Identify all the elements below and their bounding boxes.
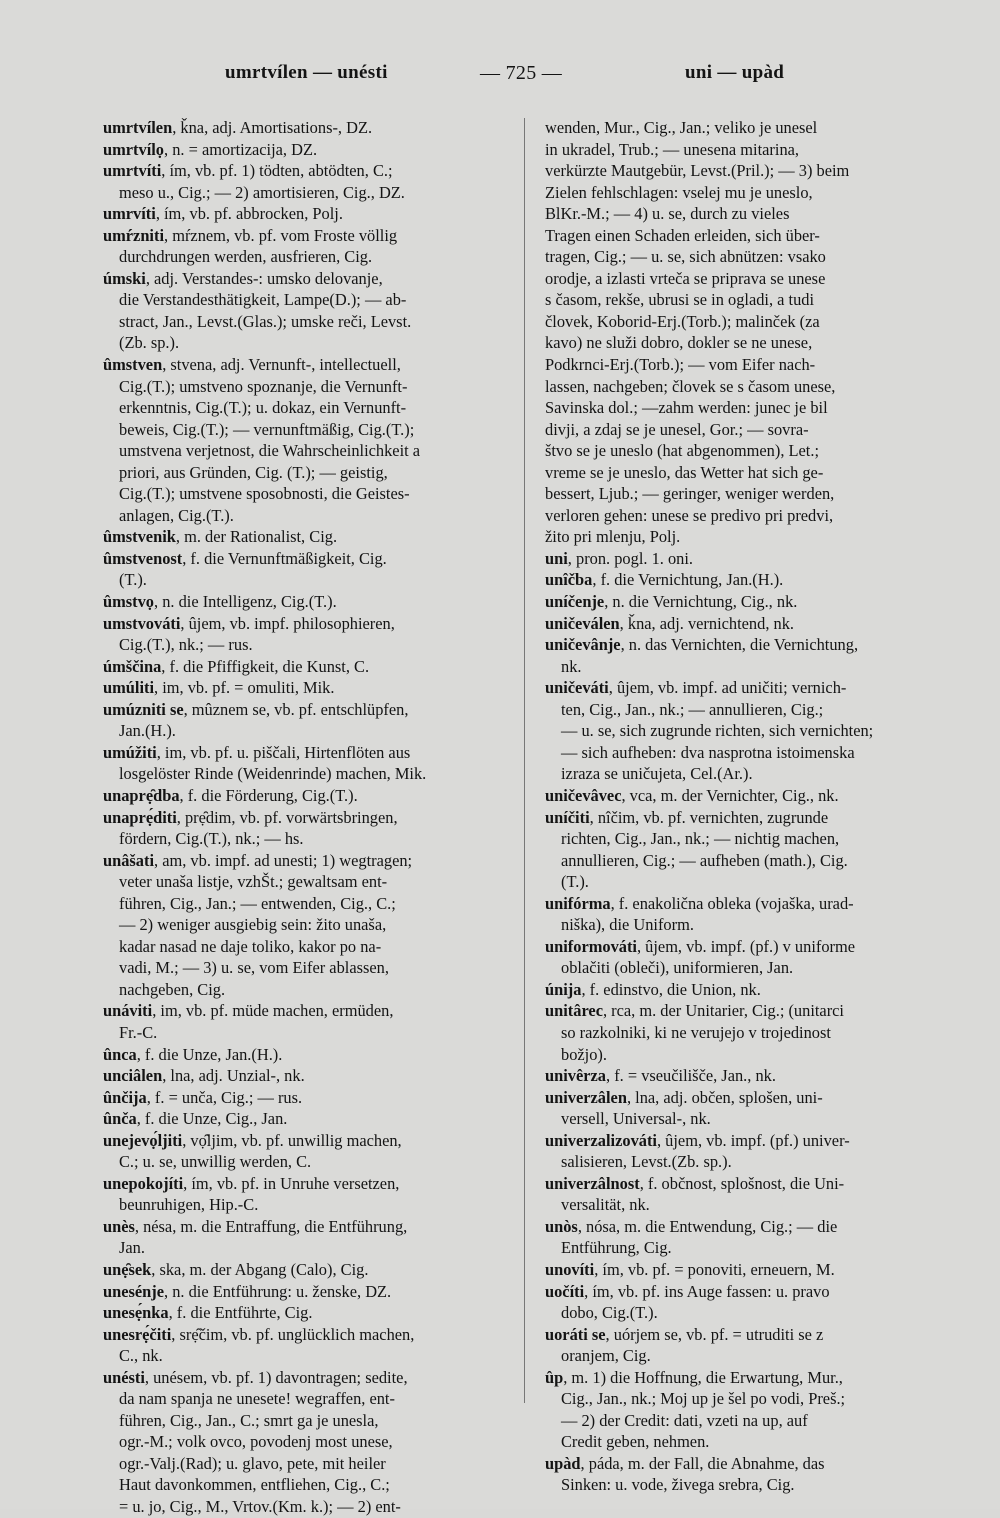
dictionary-entry	[103, 139, 503, 161]
entry-headword: ûp	[545, 1367, 564, 1387]
entry-line: BlKr.-M.; — 4) u. se, durch zu vieles	[545, 204, 790, 224]
entry-line: izraza se uničujeta, Cel.(Ar.).	[561, 764, 753, 784]
entry-line: annullieren, Cig.; — aufheben (math.), Cig.	[561, 850, 848, 870]
dictionary-entry	[103, 850, 503, 1001]
entry-line: božjo).	[561, 1044, 607, 1064]
entry-line: (T.).	[119, 570, 147, 590]
entry-headword: unesénje	[103, 1281, 165, 1301]
entry-line: univerzâlen, lna, adj. občen, splošen, uni-	[545, 1087, 823, 1107]
entry-line: žito pri mlenju, Polj.	[545, 527, 681, 547]
entry-headword: umrtvíti	[103, 161, 162, 181]
entry-line: verloren gehen: unese se predivo pri predvi,	[545, 505, 834, 525]
entry-line: — u. se, sich zugrunde richten, sich vernichten;	[561, 721, 874, 741]
dictionary-entry	[103, 1259, 503, 1281]
page-number: — 725 —	[480, 62, 563, 84]
entry-line: unesẹ́nka, f. die Entführte, Cig.	[103, 1303, 313, 1323]
entry-line: Jan.	[119, 1238, 145, 1258]
entry-headword: unesẹ́nka	[103, 1303, 169, 1323]
entry-line: unciâlen, lna, adj. Unzial-, nk.	[103, 1066, 305, 1086]
entry-line: in ukradel, Trub.; — unesena mitarina,	[545, 139, 800, 159]
entry-line: bessert, Ljub.; — geringer, weniger werden,	[545, 484, 835, 504]
dictionary-entry	[103, 1087, 503, 1109]
entry-line: unifórma, f. enakolična obleka (vojaška, urad-	[545, 893, 854, 913]
entry-line: Cig.(T.); umstveno spoznanje, die Vernunft-	[119, 376, 408, 396]
entry-line: ogr.-M.; volk ovco, povodenj most unese,	[119, 1432, 393, 1452]
entry-line: unîčba, f. die Vernichtung, Jan.(H.).	[545, 570, 784, 590]
entry-line: nk.	[561, 656, 582, 676]
entry-headword: unaprẹ̑dba	[103, 785, 180, 805]
entry-headword: umúzniti se	[103, 699, 184, 719]
entry-line: vadi, M.; — 3) u. se, vom Eifer ablassen,	[119, 958, 389, 978]
entry-line: beweis, Cig.(T.); — vernunftmäßig, Cig.(T.);	[119, 419, 415, 439]
entry-line: unaprẹ̑dba, f. die Förderung, Cig.(T.).	[103, 785, 358, 805]
entry-headword: uočíti	[545, 1281, 585, 1301]
entry-line: ûmstvenik, m. der Rationalist, Cig.	[103, 527, 338, 547]
entry-line: ten, Cig., Jan., nk.; — annullieren, Cig.;	[561, 699, 824, 719]
entry-headword: unîčba	[545, 570, 593, 590]
entry-line: uničeválen, ǩna, adj. vernichtend, nk.	[545, 613, 794, 633]
entry-line: unâšati, am, vb. impf. ad unesti; 1) wegtragen;	[103, 850, 413, 870]
dictionary-entry	[103, 268, 503, 354]
entry-headword: univerzâlnost	[545, 1173, 640, 1193]
entry-line: priori, aus Gründen, Cig. (T.); — geistig,	[119, 462, 388, 482]
entry-line: únija, f. edinstvo, die Union, nk.	[545, 979, 761, 999]
dictionary-entry	[545, 979, 905, 1001]
entry-headword: umrtvílọ	[103, 139, 165, 159]
dictionary-entry	[103, 742, 503, 785]
dictionary-entry	[545, 1000, 905, 1065]
entry-line: uoráti se, uórjem se, vb. pf. = utruditi se z	[545, 1324, 824, 1344]
dictionary-entry	[103, 1302, 503, 1324]
dictionary-entry	[103, 1324, 503, 1367]
entry-line: veter unaša listje, vzhŠt.; gewaltsam ent-	[119, 872, 388, 892]
dictionary-entry	[103, 225, 503, 268]
dictionary-entry	[545, 1173, 905, 1216]
entry-line: unovíti, ím, vb. pf. = ponoviti, erneuern, M.	[545, 1259, 835, 1279]
entry-line: so razkolniki, ki ne verujejo v trojedinost	[561, 1022, 831, 1042]
entry-line: umrvíti, ím, vb. pf. abbrocken, Polj.	[103, 204, 343, 224]
entry-line: umrtvílọ, n. = amortizacija, DZ.	[103, 139, 318, 159]
left-column	[103, 117, 503, 1518]
entry-line: univerzâlnost, f. občnost, splošnost, die Uni-	[545, 1173, 845, 1193]
entry-headword: uničevânje	[545, 635, 621, 655]
dictionary-entry	[103, 1130, 503, 1173]
dictionary-entry	[103, 548, 503, 591]
entry-line: C., nk.	[119, 1346, 163, 1366]
dictionary-entry	[545, 893, 905, 936]
dictionary-entry	[103, 160, 503, 203]
entry-line: umrtvíti, ím, vb. pf. 1) tödten, abtödten, C.;	[103, 161, 393, 181]
entry-line: unẹ̑sek, ska, m. der Abgang (Calo), Cig.	[103, 1259, 369, 1279]
entry-line: Cig.(T.), nk.; — rus.	[119, 635, 253, 655]
dictionary-entry	[103, 354, 503, 526]
entry-headword: unesrẹ́čiti	[103, 1324, 172, 1344]
entry-headword: unepokojíti	[103, 1173, 184, 1193]
header-left-guide-words: umrtvílen — unésti	[225, 62, 388, 83]
entry-headword: unciâlen	[103, 1066, 163, 1086]
entry-headword: ûmstven	[103, 355, 163, 375]
entry-line: unès, nésa, m. die Entraffung, die Entführung,	[103, 1216, 408, 1236]
entry-line: beunruhigen, Hip.-C.	[119, 1195, 259, 1215]
entry-headword: uničevâvec	[545, 785, 622, 805]
entry-line: (Zb. sp.).	[119, 333, 180, 353]
entry-line: ûp, m. 1) die Hoffnung, die Erwartung, Mur.,	[545, 1367, 843, 1387]
entry-line: (T.).	[561, 872, 589, 892]
entry-line: Entführung, Cig.	[561, 1238, 672, 1258]
entry-line: ûnčija, f. = unča, Cig.; — rus.	[103, 1087, 303, 1107]
entry-headword: uni	[545, 548, 568, 568]
entry-line: unejevọ́ljiti, vọ̑ljim, vb. pf. unwillig machen,	[103, 1130, 402, 1150]
dictionary-entry	[103, 807, 503, 850]
entry-line: fördern, Cig.(T.), nk.; — hs.	[119, 829, 304, 849]
entry-headword: ûnčija	[103, 1087, 147, 1107]
dictionary-entry	[103, 785, 503, 807]
entry-line: versalität, nk.	[561, 1195, 650, 1215]
entry-line: uničeváti, ûjem, vb. impf. ad uničiti; vernich-	[545, 678, 847, 698]
entry-line: ûmstven, stvena, adj. Vernunft-, intellectuell,	[103, 355, 401, 375]
dictionary-entry	[103, 677, 503, 699]
dictionary-entry	[545, 936, 905, 979]
dictionary-entry	[103, 203, 503, 225]
entry-headword: umrtvílen	[103, 118, 173, 137]
entry-headword: ûmstvenik	[103, 527, 176, 547]
dictionary-entry	[545, 1216, 905, 1259]
entry-headword: unâšati	[103, 850, 155, 870]
dictionary-entry	[545, 1281, 905, 1324]
dictionary-entry	[545, 548, 905, 570]
entry-headword: unésti	[103, 1367, 145, 1387]
entry-line: uničevâvec, vca, m. der Vernichter, Cig., nk.	[545, 785, 839, 805]
dictionary-entry	[103, 591, 503, 613]
entry-line: štvo se je uneslo (hat abgenommen), Let.;	[545, 441, 820, 461]
entry-line: divji, a zdaj se je unesel, Gor.; — sovra-	[545, 419, 809, 439]
entry-line: unòs, nósa, m. die Entwendung, Cig.; — die	[545, 1216, 838, 1236]
entry-line: umúliti, im, vb. pf. = omuliti, Mik.	[103, 678, 335, 698]
entry-line: umstvováti, ûjem, vb. impf. philosophieren,	[103, 613, 395, 633]
entry-line: führen, Cig., Jan., C.; smrt ga je unesla,	[119, 1410, 379, 1430]
entry-headword: unejevọ́ljiti	[103, 1130, 183, 1150]
dictionary-entry	[545, 1259, 905, 1281]
dictionary-entry	[545, 807, 905, 893]
entry-line: ûmstvenost, f. die Vernunftmäßigkeit, Cig.	[103, 548, 387, 568]
entry-line: umrtvílen, ǩna, adj. Amortisations-, DZ.	[103, 118, 373, 137]
dictionary-entry	[103, 699, 503, 742]
entry-line: ûnca, f. die Unze, Jan.(H.).	[103, 1044, 283, 1064]
entry-line: meso u., Cig.; — 2) amortisieren, Cig., DZ.	[119, 182, 405, 202]
entry-line: uníčiti, nîčim, vb. pf. vernichten, zugrunde	[545, 807, 829, 827]
entry-headword: unòs	[545, 1216, 578, 1236]
dictionary-entry	[103, 613, 503, 656]
entry-line: unáviti, im, vb. pf. müde machen, ermüden,	[103, 1001, 394, 1021]
entry-line: Cig.(T.); umstvene sposobnosti, die Geistes-	[119, 484, 410, 504]
entry-headword: umŕzniti	[103, 225, 165, 245]
entry-line: Tragen einen Schaden erleiden, sich über-	[545, 225, 820, 245]
entry-line: — 2) der Credit: dati, vzeti na up, auf	[561, 1410, 808, 1430]
dictionary-entry	[103, 1065, 503, 1087]
entry-line: upàd, páda, m. der Fall, die Abnahme, das	[545, 1453, 825, 1473]
dictionary-entry	[545, 785, 905, 807]
entry-line: unesénje, n. die Entführung: u. ženske, DZ.	[103, 1281, 392, 1301]
entry-line: uočíti, ím, vb. pf. ins Auge fassen: u. pravo	[545, 1281, 830, 1301]
entry-line: salisieren, Levst.(Zb. sp.).	[561, 1152, 732, 1172]
entry-headword: unovíti	[545, 1259, 595, 1279]
entry-headword: ûmstvenost	[103, 548, 183, 568]
entry-headword: úmski	[103, 268, 146, 288]
entry-headword: uničeválen	[545, 613, 620, 633]
entry-headword: ûnca	[103, 1044, 137, 1064]
entry-line: kadar nasad ne daje toliko, kakor po na-	[119, 936, 382, 956]
dictionary-entry	[103, 656, 503, 678]
dictionary-entry	[545, 1367, 905, 1453]
entry-line: wenden, Mur., Cig., Jan.; veliko je unesel	[545, 118, 818, 137]
entry-line: kavo) ne služi dobro, dokler se ne unese,	[545, 333, 813, 353]
entry-line: Cig., Jan., nk.; Moj up je šel po vodi, Preš.;	[561, 1389, 846, 1409]
entry-line: umstvena verjetnost, die Wahrscheinlichkeit a	[119, 441, 421, 461]
entry-line: človek, Koborid-Erj.(Torb.); malinček (za	[545, 311, 820, 331]
dictionary-entry	[103, 1367, 503, 1518]
entry-headword: unitârec	[545, 1001, 603, 1021]
entry-line: umúzniti se, mûznem se, vb. pf. entschlüpfen,	[103, 699, 409, 719]
dictionary-entry	[545, 569, 905, 591]
entry-headword: upàd	[545, 1453, 581, 1473]
entry-line: Haut davonkommen, entfliehen, Cig., C.;	[119, 1475, 390, 1495]
entry-headword: unáviti	[103, 1001, 153, 1021]
dictionary-entry	[545, 677, 905, 785]
entry-line: verkürzte Mautgebür, Levst.(Pril.); — 3) beim	[545, 161, 850, 181]
entry-headword: uníčenje	[545, 592, 605, 612]
dictionary-entry	[545, 591, 905, 613]
entry-line: unesrẹ́čiti, srẹ̑čim, vb. pf. unglücklich machen,	[103, 1324, 415, 1344]
entry-line: niška), die Uniform.	[561, 915, 694, 935]
dictionary-entry	[103, 1216, 503, 1259]
entry-line: univêrza, f. = vseučilišče, Jan., nk.	[545, 1066, 776, 1086]
entry-line: richten, Cig., Jan., nk.; — nichtig machen,	[561, 829, 840, 849]
entry-line: Savinska dol.; —zahm werden: junec je bil	[545, 398, 828, 418]
dictionary-entry	[103, 1000, 503, 1043]
entry-line: lassen, nachgeben; človek se s časom unese,	[545, 376, 836, 396]
column-divider	[524, 118, 525, 1403]
dictionary-entry	[103, 526, 503, 548]
entry-line: uni, pron. pogl. 1. oni.	[545, 548, 693, 568]
entry-line: Sinken: u. vode, živega srebra, Cig.	[561, 1475, 795, 1495]
entry-headword: úmščina	[103, 656, 162, 676]
entry-line: umúžiti, im, vb. pf. u. piščali, Hirtenflöten aus	[103, 742, 411, 762]
entry-line: Zielen fehlschlagen: vselej mu je uneslo,	[545, 182, 813, 202]
entry-headword: umúžiti	[103, 742, 157, 762]
entry-line: Jan.(H.).	[119, 721, 176, 741]
dictionary-entry	[103, 1281, 503, 1303]
entry-line: orodje, a izlasti vrteča se pripravа se unese	[545, 268, 826, 288]
right-column	[545, 117, 905, 1496]
entry-line: uníčenje, n. die Vernichtung, Cig., nk.	[545, 592, 798, 612]
entry-line: oranjem, Cig.	[561, 1346, 651, 1366]
entry-line: ûnča, f. die Unze, Cig., Jan.	[103, 1109, 288, 1129]
entry-line: unésti, unésem, vb. pf. 1) davontragen; sedite,	[103, 1367, 408, 1387]
entry-line: — 2) weniger ausgiebig sein: žito unaša,	[119, 915, 387, 935]
entry-headword: únija	[545, 979, 582, 999]
entry-line: ûmstvọ, n. die Intelligenz, Cig.(T.).	[103, 592, 337, 612]
dictionary-entry	[545, 1130, 905, 1173]
dictionary-entry	[545, 1453, 905, 1496]
dictionary-entry	[103, 1108, 503, 1130]
entry-line: nachgeben, Cig.	[119, 979, 226, 999]
entry-headword: unẹ̑sek	[103, 1259, 152, 1279]
dictionary-entry	[545, 1087, 905, 1130]
entry-line: úmski, adj. Verstandes-: umsko delovanje,	[103, 268, 383, 288]
entry-headword: umúliti	[103, 678, 155, 698]
entry-line: uničevânje, n. das Vernichten, die Vernichtung,	[545, 635, 859, 655]
entry-line: erkenntnis, Cig.(T.); u. dokaz, ein Vernunft-	[119, 398, 407, 418]
entry-headword: univêrza	[545, 1066, 607, 1086]
entry-line: vreme se je uneslo, das Wetter hat sich ge-	[545, 462, 824, 482]
entry-headword: uničeváti	[545, 678, 609, 698]
entry-line: durchdrungen werden, ausfrieren, Cig.	[119, 247, 373, 267]
entry-line: Fr.-C.	[119, 1022, 158, 1042]
entry-headword: umstvováti	[103, 613, 181, 633]
entry-line: unitârec, rca, m. der Unitarier, Cig.; (unitarci	[545, 1001, 844, 1021]
entry-line: Credit geben, nehmen.	[561, 1432, 710, 1452]
entry-line: losgelöster Rinde (Weidenrinde) machen, Mik.	[119, 764, 427, 784]
entry-line: tragen, Cig.; — u. se, sich abnützen: vsako	[545, 247, 826, 267]
page-header	[100, 58, 900, 88]
entry-headword: uníčiti	[545, 807, 590, 827]
entry-line: führen, Cig., Jan.; — entwenden, Cig., C.;	[119, 893, 396, 913]
entry-headword: uniformováti	[545, 936, 637, 956]
entry-line: oblačiti (obleči), uniformieren, Jan.	[561, 958, 794, 978]
entry-line: versell, Universal-, nk.	[561, 1109, 711, 1129]
dictionary-entry	[103, 1044, 503, 1066]
dictionary-entry	[103, 117, 503, 139]
entry-line: uniformováti, ûjem, vb. impf. (pf.) v uniforme	[545, 936, 856, 956]
entry-headword: ûnča	[103, 1109, 137, 1129]
entry-line: univerzalizováti, ûjem, vb. impf. (pf.) univer-	[545, 1130, 850, 1150]
dictionary-entry	[545, 1324, 905, 1367]
dictionary-entry	[545, 1065, 905, 1087]
dictionary-entry	[103, 1173, 503, 1216]
entry-line: dobo, Cig.(T.).	[561, 1303, 658, 1323]
entry-headword: ûmstvọ	[103, 592, 154, 612]
entry-line: umŕzniti, mŕznem, vb. pf. vom Froste völlig	[103, 225, 398, 245]
entry-line: úmščina, f. die Pfiffigkeit, die Kunst, C.	[103, 656, 370, 676]
entry-line: = u. jo, Cig., M., Vrtov.(Km. k.); — 2) ent-	[119, 1497, 401, 1516]
entry-headword: unès	[103, 1216, 135, 1236]
entry-line: s časom, rekše, ubrusi se in ogladi, a tudi	[545, 290, 815, 310]
entry-line: — sich aufheben: dva nasprotna istoimenska	[561, 742, 855, 762]
entry-headword: unaprẹ́diti	[103, 807, 177, 827]
dictionary-entry	[545, 117, 905, 548]
entry-headword: uoráti se	[545, 1324, 606, 1344]
entry-headword: univerzalizováti	[545, 1130, 657, 1150]
entry-line: die Verstandesthätigkeit, Lampe(D.); — ab-	[119, 290, 407, 310]
dictionary-entry	[545, 613, 905, 635]
entry-line: anlagen, Cig.(T.).	[119, 505, 234, 525]
entry-headword: umrvíti	[103, 204, 156, 224]
entry-line: C.; u. se, unwillig werden, C.	[119, 1152, 312, 1172]
entry-line: unaprẹ́diti, prẹ̑dim, vb. pf. vorwärtsbringen,	[103, 807, 398, 827]
entry-line: Podkrnci-Erj.(Torb.); — vom Eifer nach-	[545, 355, 816, 375]
entry-headword: unifórma	[545, 893, 611, 913]
entry-line: unepokojíti, ím, vb. pf. in Unruhe versetzen,	[103, 1173, 400, 1193]
entry-headword: univerzâlen	[545, 1087, 627, 1107]
entry-line: stract, Jan., Levst.(Glas.); umske reči, Levst.	[119, 311, 412, 331]
header-right-guide-words: uni — upàd	[685, 62, 785, 83]
entry-line: ogr.-Valj.(Rad); u. glavo, pete, mit heiler	[119, 1453, 386, 1473]
entry-line: da nam spanja ne unesete! wegraffen, ent-	[119, 1389, 395, 1409]
dictionary-entry	[545, 634, 905, 677]
